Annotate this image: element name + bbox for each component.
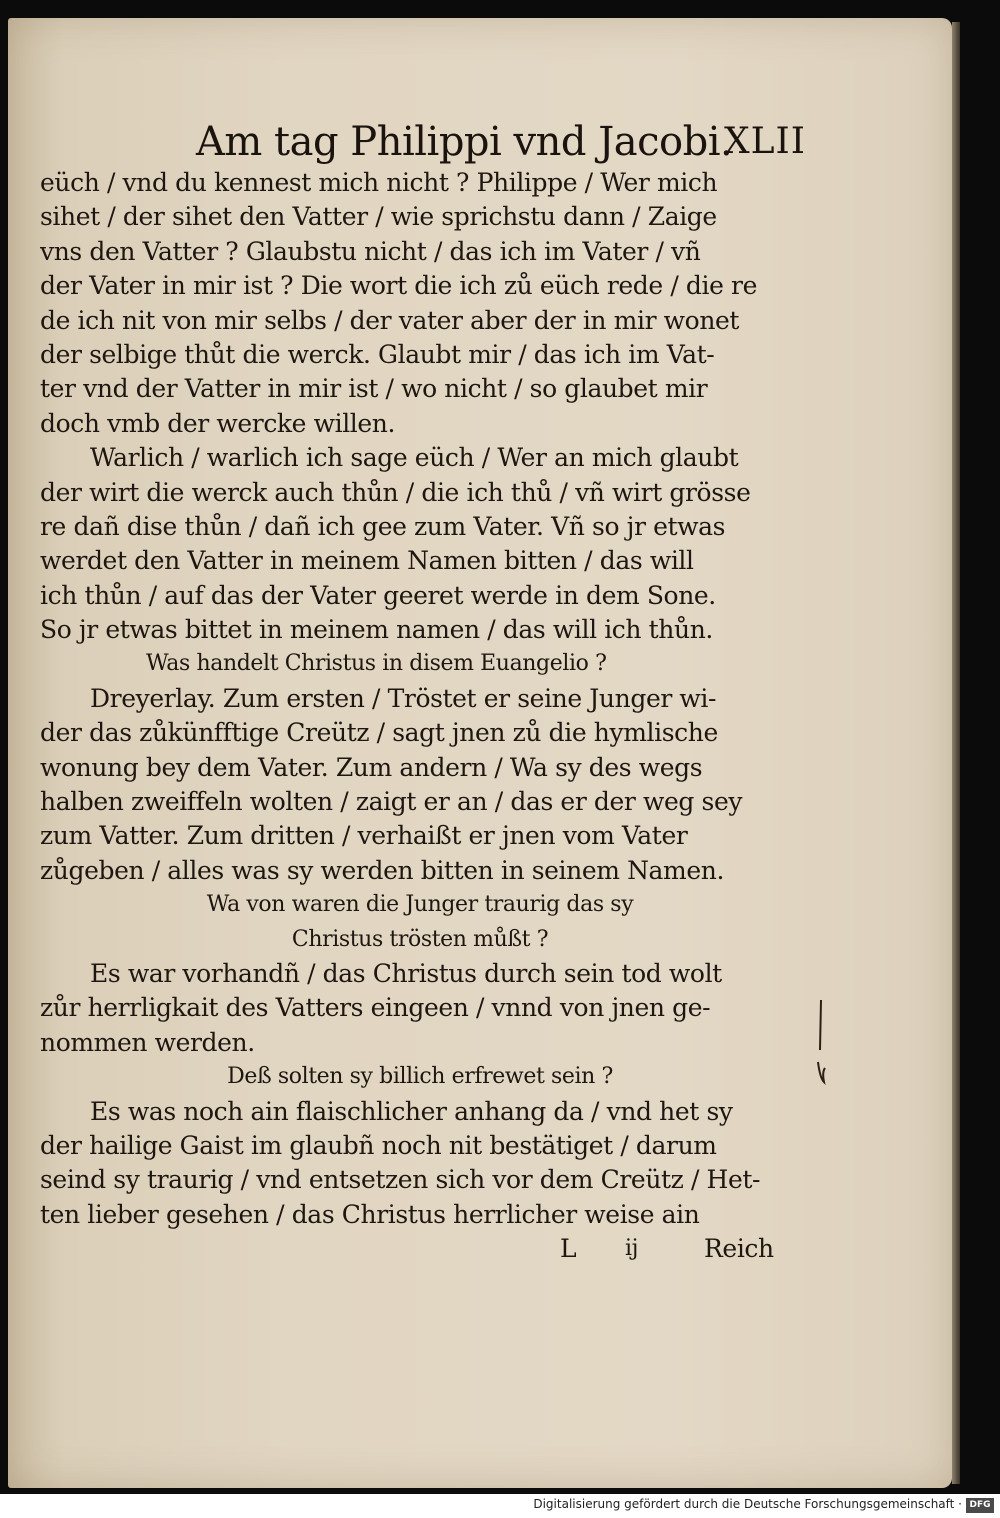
funding-credit: Digitalisierung gefördert durch die Deutsche Forschungsgemeinschaft · — [533, 1497, 962, 1511]
text-line: zum Vatter. Zum dritten / verhaißt er jnen vom Vater — [40, 821, 688, 851]
catch-line — [40, 1232, 800, 1266]
folio-number: XLII — [724, 121, 806, 162]
question-heading: Was handelt Christus in disem Euangelio ? — [146, 651, 607, 677]
running-title: Am tag Philippi vnd Jacobi. — [196, 119, 733, 165]
question-heading: Christus trösten můßt ? — [291, 926, 549, 952]
text-line: de ich nit von mir selbs / der vater aber der in mir wonet — [40, 305, 740, 335]
text-line: zůgeben / alles was sy werden bitten in seinem Namen. — [40, 855, 725, 885]
margin-marks — [812, 1000, 832, 1090]
text-line: wonung bey dem Vater. Zum andern / Wa sy des wegs — [40, 752, 703, 782]
text-block — [40, 166, 800, 1267]
text-line: ten lieber gesehen / das Christus herrlicher weise ain — [40, 1199, 700, 1229]
text-line: ich thůn / auf das der Vater geeret werde in dem Sone. — [40, 580, 716, 610]
dfg-logo: DFG — [966, 1498, 994, 1513]
text-line: der selbige thůt die werck. Glaubt mir / das ich im Vat- — [40, 339, 715, 369]
running-header — [196, 116, 806, 172]
text-line: So jr etwas bittet in meinem namen / das will ich thůn. — [40, 615, 713, 645]
signature-number: ij — [625, 1236, 639, 1262]
text-line: ter vnd der Vatter in mir ist / wo nicht / so glaubet mir — [40, 374, 708, 404]
question-heading: Wa von waren die Junger traurig das sy — [206, 892, 634, 918]
text-line: nommen werden. — [40, 1027, 255, 1057]
text-line: seind sy traurig / vnd entsetzen sich vor dem Creütz / Het- — [40, 1165, 761, 1195]
text-line: der wirt die werck auch thůn / die ich thů / vñ wirt grösse — [40, 477, 751, 507]
catchword: Reich — [704, 1234, 774, 1264]
text-line: doch vmb der wercke willen. — [40, 408, 396, 438]
question-heading: Deß solten sy billich erfrewet sein ? — [227, 1064, 613, 1090]
page-edge — [952, 22, 960, 1484]
text-line: sihet / der sihet den Vatter / wie sprichstu dann / Zaige — [40, 202, 717, 232]
text-line: Es was noch ain flaischlicher anhang da / vnd het sy — [90, 1096, 733, 1126]
text-line: re dañ dise thůn / dañ ich gee zum Vater. Vñ so jr etwas — [40, 511, 726, 541]
text-line: Es war vorhandñ / das Christus durch sein tod wolt — [90, 958, 722, 988]
text-line: werdet den Vatter in meinem Namen bitten / das will — [40, 546, 694, 576]
text-line: zůr herrligkait des Vatters eingeen / vnnd von jnen ge- — [40, 993, 711, 1023]
footer-bar — [0, 1494, 1000, 1518]
text-line: eüch / vnd du kennest mich nicht ? Philippe / Wer mich — [40, 168, 718, 197]
text-line: der das zůkünfftige Creütz / sagt jnen zů die hymlische — [40, 718, 718, 748]
text-line: vns den Vatter ? Glaubstu nicht / das ich im Vater / vñ — [40, 236, 701, 266]
text-line: Warlich / warlich ich sage eüch / Wer an mich glaubt — [90, 443, 739, 473]
signature-mark: L — [560, 1234, 577, 1264]
text-line: halben zweiffeln wolten / zaigt er an / das er der weg sey — [40, 787, 743, 817]
text-line: Dreyerlay. Zum ersten / Tröstet er seine Junger wi- — [90, 683, 717, 713]
text-line: der Vater in mir ist ? Die wort die ich zů eüch rede / die re — [40, 271, 757, 301]
text-line: der hailige Gaist im glaubñ noch nit bestätiget / darum — [40, 1130, 717, 1160]
